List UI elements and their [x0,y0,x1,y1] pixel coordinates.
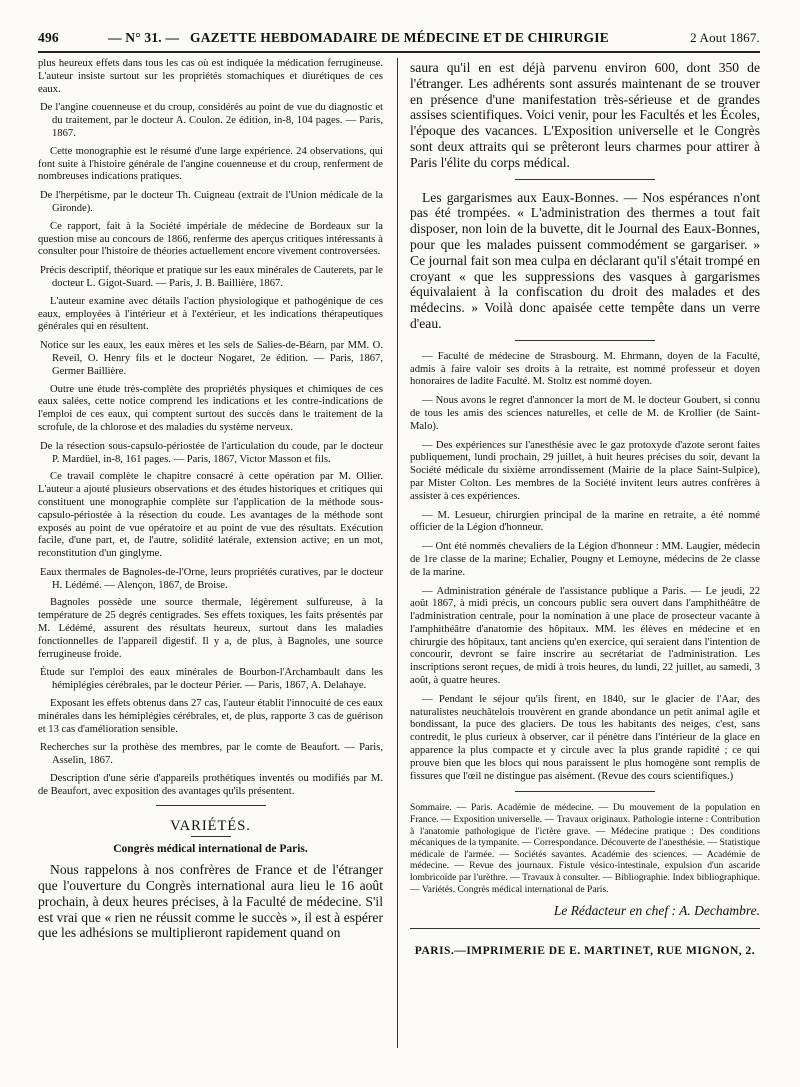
title-underline [191,836,231,837]
book-review: Ce rapport, fait à la Société impériale de médecine de Bordeaux sur la question mise au concours de 1866, renferme des aperçus critiques intéressants à consulter pour l'histoire de théories actuellement encore vivement controversées. [38,220,383,258]
congres-continuation: saura qu'il en est déjà parvenu environ 600, dont 350 de l'étranger. Les adhérents sont assurés maintenant de se trouver en présence d'une manifestation très-sérieuse et de grandes assises scientifiques. Voici venir, pour les Facultés et les Écoles, l'époque des vacances. L'Exposition universelle et le Congrès sont deux attraits qui se prêteront leurs charmes pour attirer à Paris l'élite du corps médical. [410,60,760,170]
editor-signature: Le Rédacteur en chef : A. Dechambre. [553,903,760,919]
congres-paragraph: Nous rappelons à nos confrères de France et de l'étranger que l'ouverture du Congrès international aura lieu le 16 août prochain, à deux heures précises, à la Faculté de médecine. S'il est vrai que « rien ne réussit comme le succès », il est à espérer que les adhésions se multiplieront rapidement quand on [38,862,383,941]
section-separator [515,340,655,341]
news-item: — Administration générale de l'assistance publique a Paris. — Le jeudi, 22 août 1867, à midi précis, un concours public sera ouvert dans l'amphithéâtre de l'administration centrale, pour la nomination à une place de prosecteur vacante à l'amphithéâtre d'anatomie des hôpitaux. MM. les élèves en médecine et en chirurgie des hôpitaux, tant anciens qu'en exercice, qui seraient dans l'intention de concourir, devront se faire inscrire au secrétariat de l'administration. Les inscriptions seront reçues, de midi à trois heures, du lundi, 22 juillet, au samedi, 3 août, à quatre heures. [410,585,760,687]
header-rule [38,51,760,53]
book-reference: Recherches sur la prothèse des membres, par le comte de Beaufort. — Paris, Asselin, 1867. [40,742,383,767]
book-reference: Précis descriptif, théorique et pratique sur les eaux minérales de Cauterets, par le docteur L. Gigot-Suard. — Paris, J. B. Baillière, 1867. [40,265,383,289]
page-number: 496 [38,30,59,45]
news-item: — Nous avons le regret d'annoncer la mort de M. le docteur Goubert, si connu de tous les amis des sciences naturelles, et celle de M. de Krollier (de Saint-Malo). [410,395,760,432]
book-review: Cette monographie est le résumé d'une large expérience. 24 observations, qui font suite à l'histoire générale de l'angine couenneuse et du croup, renferment de nombreuses indications pratiques. [38,145,383,183]
gargarismes-paragraph: Les gargarismes aux Eaux-Bonnes. — Nos espérances n'ont pas été trompées. « L'administration des thermes a tout fait disposer, non loin de la buvette, dit le Journal des Eaux-Bonnes, pour que les malades puissent commodément se gargariser. » Ce journal fait son mea culpa en déclarant qu'il s'était trompé en croyant « que les suppressions des vasques à gargarismes équivalaient à la confiscation du droit des malades et des médecins. » Voilà donc apaisée cette tempête dans un verre d'eau. [410,189,760,331]
news-item: — Ont été nommés chevaliers de la Légion d'honneur : MM. Laugier, médecin de 1re classe de la marine; Echalier, Pougny et Lemoyne, médecins de 2e classe de la marine. [410,541,760,578]
section-separator [515,179,655,180]
section-separator [156,805,266,806]
book-review: Outre une étude très-complète des propriétés physiques et chimiques de ces eaux salées, cette notice comprend les indications et les contre-indications de l'emploi de ces eaux, qui comptent surtout des succès dans le traitement de la scrofule, de la chlorose et des maladies du système nerveux. [38,383,383,433]
left-column [38,58,383,947]
page-header [38,30,760,48]
news-item: — Pendant le séjour qu'ils firent, en 1840, sur le glacier de l'Aar, des naturalistes neuchâtelois trouvèrent en grande abondance un petit animal agile et bondissant, la puce des glaciers. De tous les habitants des neiges, c'est, sans contredit, le plus curieux à observer, car il pénètre dans l'intérieur de la glace en apparence la plus compacte et y circule avec la plus grande rapidité ; ce qui prouve bien que les blocs qui nous paraissent le plus homogène sont remplis de fissures que l'œil ne distingue pas aisément. (Revue des cours scientifiques.) [410,693,760,782]
journal-title: GAZETTE HEBDOMADAIRE DE MÉDECINE ET DE CHIRURGIE [190,30,609,45]
intro-paragraph: plus heureux effets dans tous les cas où est indiquée la médication ferrugineuse. L'auteur insiste surtout sur les propriétés stomachiques et diurétiques de ces eaux. [38,58,383,95]
section-separator [515,791,655,792]
book-reference: Eaux thermales de Bagnoles-de-l'Orne, leurs propriétés curatives, par le docteur H. Lédémé. — Alençon, 1867, de Broise. [40,566,383,591]
book-reference: De l'herpétisme, par le docteur Th. Cuigneau (extrait de l'Union médicale de la Gironde). [40,190,383,214]
book-review: Bagnoles possède une source thermale, légèrement sulfureuse, à la température de 25 degrés centigrades. Ses effets toxiques, les faits présentés par M. Lédémé, assurent des résultats heureux, surtout dans les maladies fonctionnelles de l'appareil digestif. Il y a, de plus, à Bagnoles, une source ferrugineuse froide. [38,597,383,660]
book-review: Description d'une série d'appareils prothétiques inventés ou modifiés par M. de Beaufort, avec exposition des avantages qu'ils présentent. [38,773,383,797]
issue-number: — N° 31. — [108,30,180,45]
printer-imprint: PARIS.—IMPRIMERIE DE E. MARTINET, RUE MIGNON, 2. [414,945,756,957]
book-reference: Notice sur les eaux, les eaux mères et les sels de Salies-de-Béarn, par MM. O. Reveil, O. Henry fils et le docteur Nogaret, 2e édition. — Paris, 1867, Germer Baillière. [40,340,383,377]
news-item: — Faculté de médecine de Strasbourg. M. Ehrmann, doyen de la Faculté, admis à faire valoir ses droits à la retraite, est nommé professeur et doyen honoraires de ladite Faculté. M. Stoltz est nommé doyen. [410,350,760,388]
column-divider [397,58,398,1048]
book-reference: De l'angine couenneuse et du croup, considérés au point de vue du diagnostic et du traitement, par le docteur A. Coulon. 2e édition, in-8, 104 pages. — Paris, 1867. [40,102,383,139]
book-review: L'auteur examine avec détails l'action physiologique et pathogénique de ces eaux, employées à l'intérieur et à l'extérieur, et les indications thérapeutiques générales qui en résultent. [38,295,383,333]
news-item: — M. Lesueur, chirurgien principal de la marine en retraite, a été nommé officier de la Légion d'honneur. [410,509,760,534]
footer-rule [410,928,760,929]
book-review: Exposant les effets obtenus dans 27 cas, l'auteur établit l'innocuité de ces eaux minérales dans les hémiplégies cérébrales, et, de plus, rapporte 3 cas de guérison et 13 cas d'amélioration sensible. [38,698,383,735]
book-reference: De la résection sous-capsulo-périostée de l'articulation du coude, par le docteur P. Mardüel, in-8, 161 pages. — Paris, 1867, Victor Masson et fils. [40,440,383,465]
right-column [410,60,760,964]
sommaire-summary: Sommaire. — Paris. Académie de médecine. — Du mouvement de la population en France. — Exposition universelle. — Travaux originaux. Pathologie interne : Contribution à l'anatomie pathologique de l'ictère grave. — Médecine pratique : Des conditions mécaniques de la tympanite. — Correspondance. Découverte de l'anesthésie. — Statistique médicale de l'armée. — Sociétés savantes. Académie des sciences. — Académie de médecine. — Revue des journaux. Fistule vésico-intestinale, expulsion d'un ascaride lombricoïde par l'urèthre. — Travaux à consulter. — Bibliographie. Index bibliographique. — Variétés. Congrès médical international de Paris. [410,802,760,895]
book-review: Ce travail complète le chapitre consacré à cette opération par M. Ollier. L'auteur a ajouté plusieurs observations et des études historiques et critiques qui constituent une monographie complète sur l'application de la méthode sous-capsulo-périostée à la résection du coude. Les avantages de la méthode sont exposés au point de vue opératoire et au point de vue des résultats. Exécution facile, d'une part, et, de l'autre, solidité latérale, extension active; en un mot, reconstitution d'un ginglyme. [38,471,383,560]
book-reference: Étude sur l'emploi des eaux minérales de Bourbon-l'Archambault dans les hémiplégies cérébrales, par le docteur Périer. — Paris, 1867, A. Delahaye. [40,667,383,692]
news-item: — Des expériences sur l'anesthésie avec le gaz protoxyde d'azote seront faites publiquement, lundi prochain, 29 juillet, à huit heures précises du soir, devant la Société médicale du sixième arrondissement (Mairie de la place Saint-Sulpice), par Mister Colton. Les membres de la Société invitent leurs autres confrères à assister à ces expériences. [410,439,760,502]
section-title-varietes: VARIÉTÉS. [170,817,251,834]
issue-date: 2 Aout 1867. [690,30,760,45]
subsection-title-congres: Congrès médical international de Paris. [113,843,308,856]
